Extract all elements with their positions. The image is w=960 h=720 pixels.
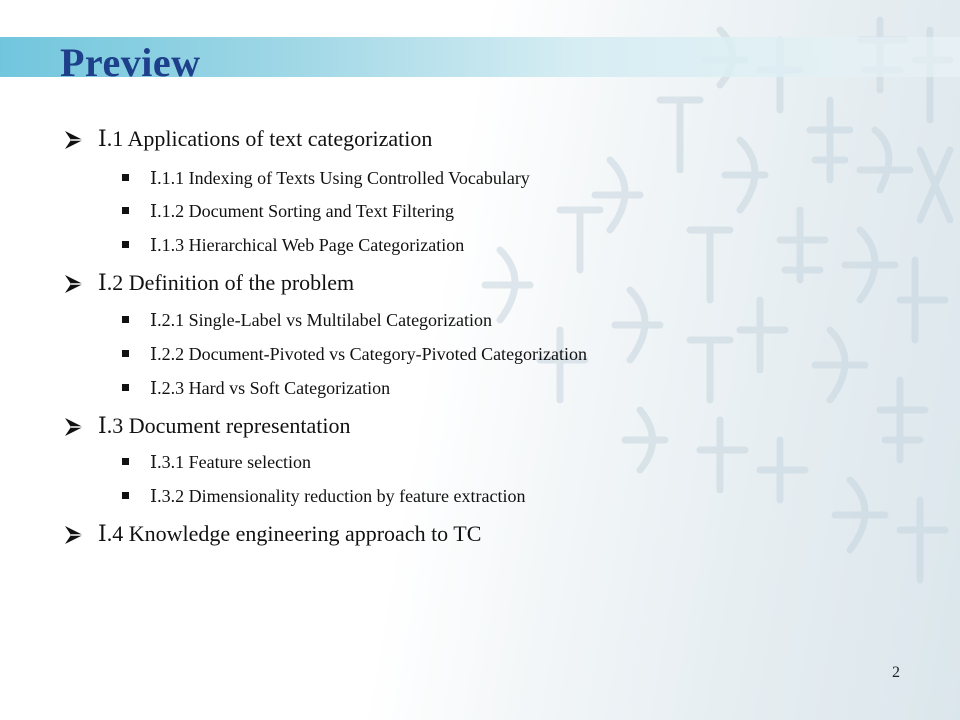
square-bullet-icon [122, 207, 129, 214]
square-bullet-icon [122, 241, 129, 248]
square-bullet-icon [122, 458, 129, 465]
outline-item-text: Ⅰ.4 Knowledge engineering approach to TC [98, 521, 482, 546]
square-bullet-icon [122, 384, 129, 391]
outline-item-text: Ⅰ.1.3 Hierarchical Web Page Categorization [150, 235, 465, 255]
outline-item-text: Ⅰ.2.3 Hard vs Soft Categorization [150, 378, 391, 398]
outline-item-text: Ⅰ.3.1 Feature selection [150, 452, 312, 472]
arrow-bullet-icon [62, 523, 86, 547]
arrow-bullet-icon [62, 272, 86, 296]
outline-item-text: Ⅰ.2 Definition of the problem [98, 270, 355, 295]
square-bullet-icon [122, 350, 129, 357]
arrow-bullet-icon [62, 415, 86, 439]
slide-title: Preview [60, 40, 201, 85]
square-bullet-icon [122, 316, 129, 323]
outline-item-text: Ⅰ.1 Applications of text categorization [98, 126, 433, 151]
square-bullet-icon [122, 492, 129, 499]
outline-item-text: Ⅰ.3 Document representation [98, 413, 351, 438]
page-number: 2 [892, 664, 900, 681]
arrow-bullet-icon [62, 128, 86, 152]
square-bullet-icon [122, 174, 129, 181]
outline-item-text: Ⅰ.1.1 Indexing of Texts Using Controlled Vocabulary [150, 168, 530, 188]
outline-item-text: Ⅰ.3.2 Dimensionality reduction by feature extraction [150, 486, 526, 506]
outline-item-text: Ⅰ.2.2 Document-Pivoted vs Category-Pivoted Categorization [150, 344, 588, 364]
outline-item-text: Ⅰ.2.1 Single-Label vs Multilabel Categorization [150, 310, 493, 330]
outline-item-text: Ⅰ.1.2 Document Sorting and Text Filtering [150, 201, 454, 221]
